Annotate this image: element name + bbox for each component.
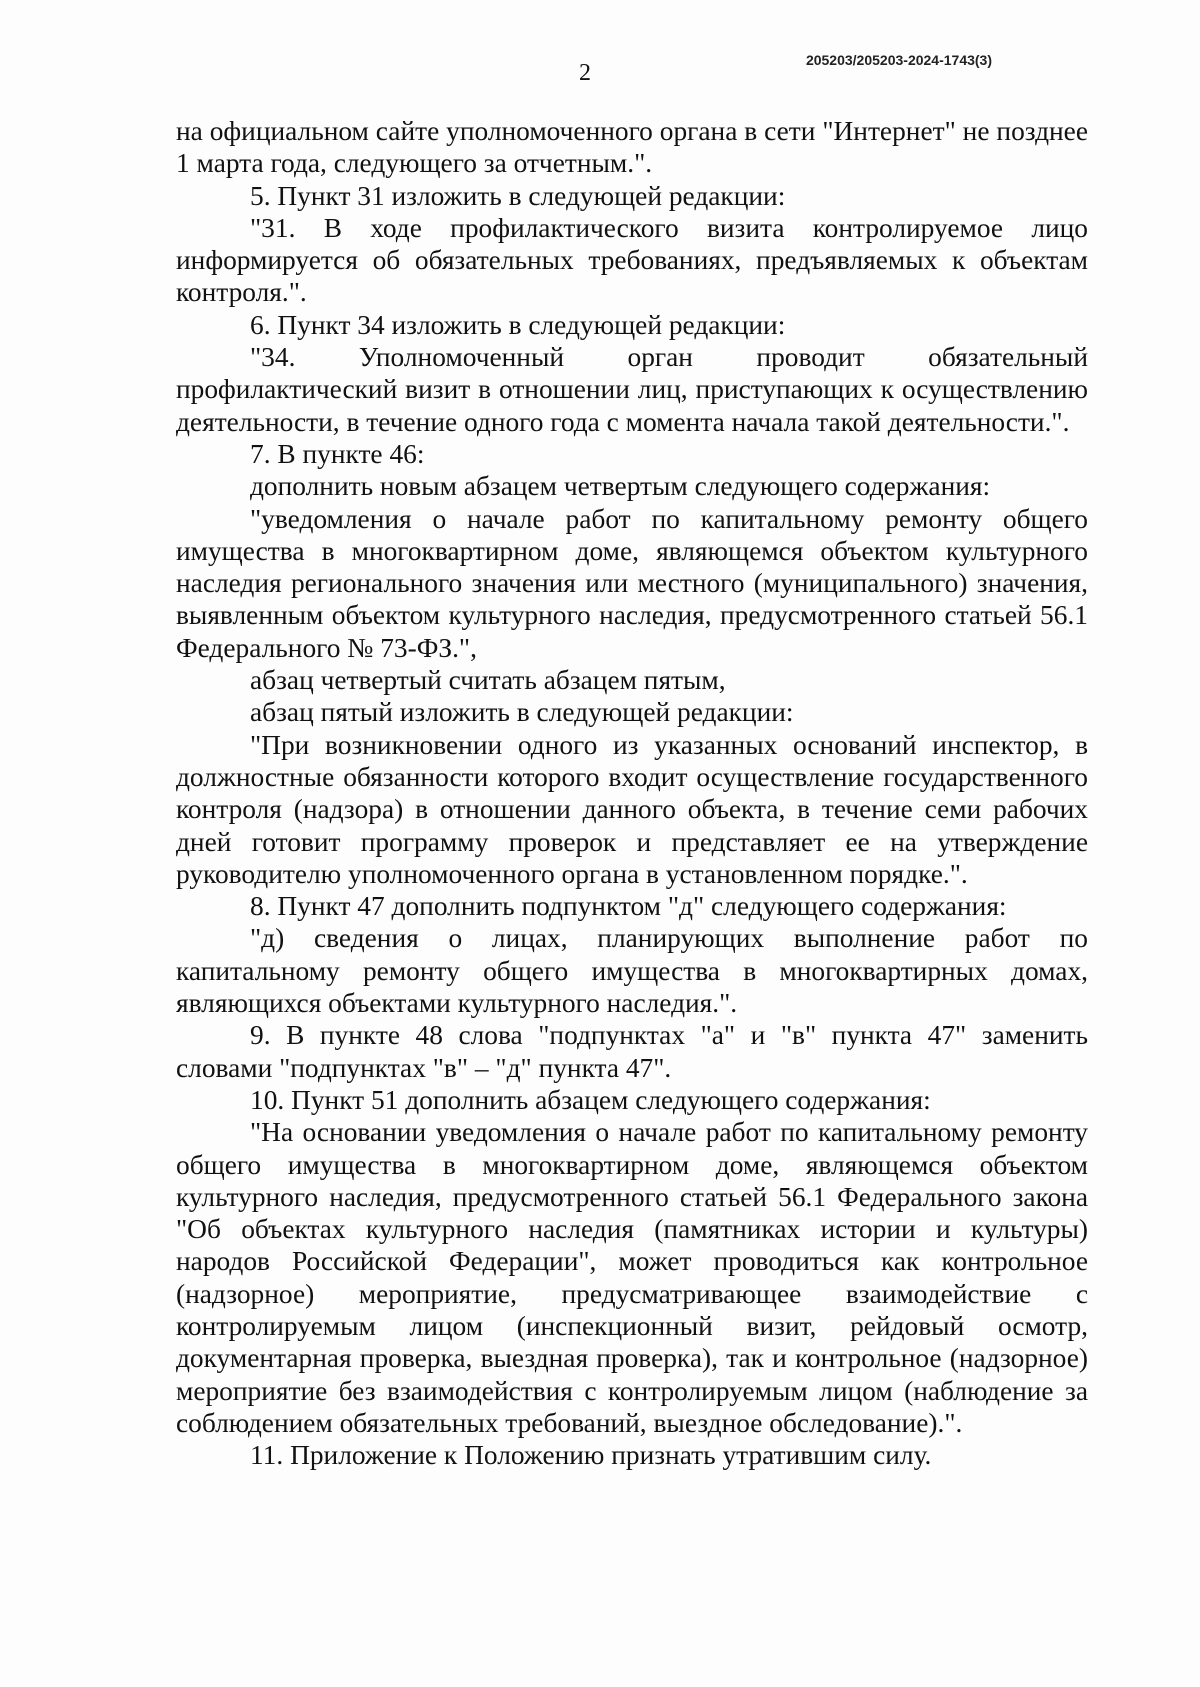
- page-number: 2: [579, 60, 591, 86]
- paragraph: 8. Пункт 47 дополнить подпунктом "д" следующего содержания:: [250, 891, 1007, 922]
- paragraph: 7. В пункте 46:: [250, 438, 425, 469]
- paragraph: "31. В ходе профилактического визита контролируемое лицо информируется об обязательных требованиях, предъявляемых к объектам контроля.".: [176, 212, 1088, 308]
- paragraph: "При возникновении одного из указанных оснований инспектор, в должностные обязанности которого входит осуществление государственного контроля (надзора) в отношении данного объекта, в течение семи рабочих дней готовит программу проверок и представляет ее на утверждение руководителю уполномоченного органа в установленном порядке.".: [176, 729, 1088, 889]
- paragraph: 9. В пункте 48 слова "подпунктах "а" и "в" пункта 47" заменить словами "подпунктах "в" – "д" пункта 47".: [176, 1020, 1088, 1083]
- paragraph: абзац четвертый считать абзацем пятым,: [250, 665, 726, 696]
- paragraph: абзац пятый изложить в следующей редакции:: [250, 697, 794, 728]
- paragraph: "д) сведения о лицах, планирующих выполнение работ по капитальному ремонту общего имущества в многоквартирных домах, являющихся объектами культурного наследия.".: [176, 923, 1088, 1019]
- paragraph: 10. Пункт 51 дополнить абзацем следующего содержания:: [250, 1084, 931, 1115]
- paragraph: 11. Приложение к Положению признать утратившим силу.: [250, 1440, 932, 1471]
- paragraph: "34. Уполномоченный орган проводит обязательный профилактический визит в отношении лиц, приступающих к осуществлению деятельности, в течение одного года с момента начала такой деятельности.".: [176, 342, 1088, 437]
- paragraph: 6. Пункт 34 изложить в следующей редакции:: [250, 309, 786, 340]
- paragraph: "На основании уведомления о начале работ по капитальному ремонту общего имущества в многоквартирном доме, являющемся объектом культурного наследия, предусмотренного статьей 56.1 Федерального закона "Об объектах культурного наследия (памятниках истории и культуры) народов Российской Федерации", может проводиться как контрольное (надзорное) мероприятие, предусматривающее взаимодействие с контролируемым лицом (инспекционный визит, рейдовый осмотр, документарная проверка, выездная проверка), так и контрольное (надзорное) мероприятие без взаимодействия с контролируемым лицом (наблюдение за соблюдением обязательных требований, выездное обследование).".: [176, 1117, 1088, 1438]
- document-body: [176, 115, 1088, 1471]
- paragraph: дополнить новым абзацем четвертым следующего содержания:: [250, 471, 991, 502]
- document-id: 205203/205203-2024-1743(3): [805, 52, 992, 68]
- paragraph: на официальном сайте уполномоченного органа в сети "Интернет" не позднее 1 марта года, следующего за отчетным.".: [176, 116, 1088, 179]
- paragraph: "уведомления о начале работ по капитальному ремонту общего имущества в многоквартирном доме, являющемся объектом культурного наследия регионального значения или местного (муниципального) значения, выявленным объектом культурного наследия, предусмотренного статьей 56.1 Федерального № 73-ФЗ.",: [176, 503, 1088, 663]
- paragraph: 5. Пункт 31 изложить в следующей редакции:: [250, 180, 786, 211]
